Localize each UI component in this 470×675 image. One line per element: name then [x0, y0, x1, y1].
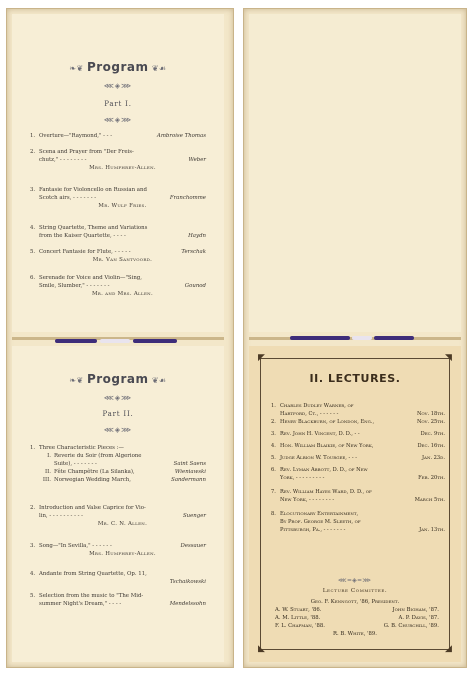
item-row: [271, 466, 445, 482]
sub-body: [54, 468, 206, 476]
item-text: Concert Fantasie for Flute, - - - - -: [39, 249, 131, 255]
sub-body: [54, 460, 206, 468]
performer-name: Mr. Van Santvoord.: [92, 257, 153, 263]
item-line: [280, 510, 445, 518]
program-item: [30, 444, 206, 484]
item-line: [280, 474, 445, 482]
sub-title: Suite), - - - - - - -: [54, 461, 97, 467]
item-row: [30, 570, 206, 586]
item-number: 4.: [30, 225, 36, 231]
lecture-item: [271, 488, 445, 504]
item-body: [280, 430, 445, 438]
sub-piece: [39, 476, 206, 484]
item-text: Rev. John H. Vincent, D. D., - -: [280, 431, 360, 437]
item-body: [280, 510, 445, 534]
program-item: [30, 186, 206, 210]
item-line: [280, 496, 445, 504]
item-line: [39, 282, 206, 290]
committee-pair: [275, 614, 439, 622]
committee-row: [275, 606, 439, 614]
composer-name: Tschaikowski: [169, 579, 206, 585]
item-line: [280, 518, 445, 526]
sub-body: [54, 476, 206, 484]
item-text: Elocutionary Entertainment,: [280, 511, 359, 517]
program-item: [30, 542, 206, 558]
program-part-two-page: [12, 346, 224, 662]
flourish-right-icon: ❦☙: [148, 376, 167, 385]
item-number: 6.: [30, 275, 36, 281]
item-number: 1.: [30, 445, 36, 451]
item-row: [30, 504, 206, 528]
item-number: 2.: [271, 419, 276, 425]
item-row: [30, 132, 206, 140]
lecture-date: Dec. 9th.: [420, 431, 445, 437]
committee-member: A. M. Little, '88.: [275, 615, 321, 621]
item-number: 3.: [271, 431, 276, 437]
sub-pieces: [39, 452, 206, 484]
corner-ornament-icon: ◥: [445, 353, 452, 363]
item-line: [280, 526, 445, 534]
item-line: [280, 442, 445, 450]
item-row: [30, 148, 206, 172]
sub-piece: [39, 452, 206, 460]
part-heading: Part II.: [102, 410, 134, 418]
program-title: [12, 60, 224, 74]
item-body: [280, 402, 445, 418]
corner-ornament-icon: ◢: [445, 644, 452, 654]
item-row: [30, 274, 206, 298]
item-text: By Prof. George M. Sleeth, of: [280, 519, 361, 525]
item-line: [39, 194, 206, 202]
right-ribbon-purple: [290, 336, 350, 340]
item-body: [280, 454, 445, 462]
committee-member: F. L. Chapman, '88.: [275, 623, 325, 629]
item-line: [39, 578, 206, 586]
committee-member: G. B. Churchill, '89.: [383, 623, 439, 629]
item-text: Rev. William Hayes Ward, D. D., of: [280, 489, 372, 495]
committee-member: A. W. Stuart, '86.: [275, 607, 322, 613]
program-title: [12, 372, 224, 386]
composer-name: Gounod: [184, 283, 206, 289]
item-line: [39, 504, 206, 512]
left-ribbon-purple: [55, 339, 97, 343]
flourish-right-icon: ❦☙: [148, 64, 167, 73]
item-number: 5.: [271, 455, 276, 461]
item-text: Song—"In Sevilla," - - - - - -: [39, 543, 112, 549]
item-row: [271, 402, 445, 418]
program-item: [30, 504, 206, 528]
item-body: [39, 224, 206, 240]
program-item: [30, 224, 206, 240]
item-text: Henry Blackburn, of London, Eng.,: [280, 419, 375, 425]
performer-name: Mrs. Humphrey-Allen.: [89, 165, 156, 171]
sub-number: I.: [47, 453, 51, 459]
item-line: [39, 132, 206, 140]
sub-number: [39, 460, 54, 468]
program-item: [30, 274, 206, 298]
item-row: [30, 186, 206, 210]
item-text: Judge Albion W. Tourgee, - - -: [280, 455, 357, 461]
item-row: [271, 488, 445, 504]
right-ribbon-purple-right: [374, 336, 414, 340]
item-line: [280, 430, 445, 438]
committee-member: John Bigham, '87.: [392, 607, 439, 613]
program-item: [30, 592, 206, 608]
committee-row: [275, 622, 439, 630]
item-row: [30, 592, 206, 608]
performer-name: Mr. C. N. Allen.: [97, 521, 148, 527]
lecture-item: [271, 430, 445, 438]
lecture-date: Nov. 25th.: [416, 419, 445, 425]
item-row: [30, 542, 206, 558]
performer-name: Mr. and Mrs. Allen.: [91, 291, 153, 297]
sub-number: II.: [45, 469, 51, 475]
item-number: 4.: [30, 571, 36, 577]
composer-name: Mendelssohn: [169, 601, 206, 607]
sub-number: III.: [42, 477, 51, 483]
blank-page: [249, 14, 461, 332]
item-line: [280, 454, 445, 462]
item-number: 3.: [30, 187, 36, 193]
composer-name: Suenger: [182, 513, 206, 519]
item-body: [39, 186, 206, 210]
left-ribbon-white: [100, 339, 130, 343]
performer-name: Mr. Wulf Fries.: [98, 203, 147, 209]
composer-name: Wieniawski: [174, 469, 206, 475]
committee-member-last: R. B. White, '89.: [333, 631, 377, 637]
ornament-divider-icon: ⋘◈⋙: [103, 116, 133, 124]
lecture-item: [271, 454, 445, 462]
item-body: [280, 418, 445, 426]
item-body: [39, 592, 206, 608]
lecture-date: Feb. 20th.: [418, 475, 445, 481]
item-text: lin, - - - - - - - - - -: [39, 513, 83, 519]
item-line: [39, 224, 206, 232]
item-number: 4.: [271, 443, 276, 449]
item-line: [39, 156, 206, 164]
flourish-left-icon: ❧❦: [69, 376, 87, 385]
item-text: Introduction and Valse Caprice for Vio-: [39, 505, 146, 511]
item-body: [39, 248, 206, 264]
item-row: [271, 418, 445, 426]
sub-title: Norwegian Wedding March,: [54, 477, 131, 483]
item-text: Charles Dudley Warner, of: [280, 403, 354, 409]
item-line: [39, 274, 206, 282]
item-row: [271, 442, 445, 450]
item-text: Pittsburgh, Pa., - - - - - - -: [280, 527, 346, 533]
item-line: [39, 186, 206, 194]
composer-name: Franchomme: [169, 195, 206, 201]
lectures-title: II. LECTURES.: [309, 372, 401, 385]
item-body: [39, 504, 206, 528]
composer-name: Sandermann: [171, 477, 206, 483]
item-line: [280, 488, 445, 496]
item-text: Serenade for Voice and Violin—"Sing,: [39, 275, 142, 281]
ornament-divider-icon: ⋘◈⋙: [103, 82, 133, 90]
sub-body: [54, 452, 206, 460]
item-body: [39, 132, 206, 140]
lecture-date: Dec. 16th.: [417, 443, 445, 449]
committee-row: [275, 614, 439, 622]
item-body: [39, 570, 206, 586]
item-text: Hon. William Blaikie, of New York,: [280, 443, 374, 449]
item-body: [280, 442, 445, 450]
item-number: 3.: [30, 543, 36, 549]
flourish-left-icon: ❧❦: [69, 64, 87, 73]
lectures-page: [249, 346, 461, 662]
corner-ornament-icon: ◤: [258, 353, 265, 363]
item-text: York, - - - - - - - - -: [280, 475, 325, 481]
corner-ornament-icon: ◣: [258, 644, 265, 654]
item-text: Hartford, Ct., - - - - - -: [280, 411, 339, 417]
item-row: [271, 510, 445, 534]
lecture-date: March 5th.: [414, 497, 445, 503]
sub-title: Reverie du Soir (from Algerione: [54, 453, 142, 459]
item-text: New York, - - - - - - - -: [280, 497, 335, 503]
composer-name: Ambroise Thomas: [156, 133, 206, 139]
item-number: 2.: [30, 149, 36, 155]
item-title: Three Characteristic Pieces :—: [39, 445, 124, 451]
right-ribbon-white: [352, 336, 372, 340]
item-line: [280, 466, 445, 474]
item-number: 1.: [30, 133, 36, 139]
item-line: [39, 148, 206, 156]
item-number: 1.: [271, 403, 276, 409]
item-text: summer Night's Dream," - - - -: [39, 601, 122, 607]
ornament-divider-icon: ⋘◈⋙: [103, 394, 133, 402]
item-row: [271, 454, 445, 462]
sub-title: Fête Champêtre (La Silanka),: [54, 469, 135, 475]
lecture-date: Jan. 23d.: [422, 455, 445, 461]
item-text: Selection from the music to "The Mid-: [39, 593, 144, 599]
item-number: 5.: [30, 593, 36, 599]
item-line: [39, 600, 206, 608]
item-row: [30, 224, 206, 240]
item-number: 6.: [271, 467, 276, 473]
item-text: Smile, Slumber," - - - - - - -: [39, 283, 110, 289]
item-line: [39, 512, 206, 520]
item-line: [280, 418, 445, 426]
program-title-text: Program: [86, 60, 149, 74]
composer-name: Weber: [188, 157, 206, 163]
lecture-item: [271, 466, 445, 482]
program-item: [30, 570, 206, 586]
committee-president: Geo. F. Kenngott, '86, President.: [310, 599, 400, 605]
program-item: [30, 148, 206, 172]
composer-name: Haydn: [188, 233, 206, 239]
item-line: [280, 402, 445, 410]
item-body: [39, 274, 206, 298]
item-text: String Quartette, Theme and Variations: [39, 225, 148, 231]
sub-piece: [39, 468, 206, 476]
item-text: Overture—"Raymond," - - -: [39, 133, 113, 139]
item-body: [280, 466, 445, 482]
item-text: Andante from String Quartette, Op. 11,: [39, 571, 147, 577]
item-line: [39, 570, 206, 578]
item-body: [280, 488, 445, 504]
ornament-divider-icon: ⋘═◈═⋙: [338, 577, 372, 584]
lecture-date: Nov. 18th.: [416, 411, 445, 417]
item-number: 5.: [30, 249, 36, 255]
item-body: [39, 542, 206, 558]
program-title-text: Program: [86, 372, 149, 386]
lecture-item: [271, 418, 445, 426]
composer-name: Saint Saens: [173, 461, 206, 467]
item-row: [271, 430, 445, 438]
committee-heading: Lecture Committee.: [322, 588, 388, 594]
item-row: [30, 248, 206, 264]
item-line: [39, 232, 206, 240]
performer-name: Mrs. Humphrey-Allen.: [89, 551, 156, 557]
item-text: Fantasie for Violoncello on Russian and: [39, 187, 147, 193]
composer-name: Terschak: [181, 249, 206, 255]
item-number: 2.: [30, 505, 36, 511]
sub-piece: [39, 460, 206, 468]
item-text: Scotch airs, - - - - - - -: [39, 195, 97, 201]
committee-pair: [275, 622, 439, 630]
item-line: [39, 592, 206, 600]
program-item: [30, 248, 206, 264]
lecture-item: [271, 442, 445, 450]
part-heading: Part I.: [104, 100, 132, 108]
lecture-item: [271, 402, 445, 418]
ornament-divider-icon: ⋘◈⋙: [103, 426, 133, 434]
lecture-date: Jan. 13th.: [419, 527, 445, 533]
item-text: chutz," - - - - - - - -: [39, 157, 87, 163]
committee-pair: [275, 606, 439, 614]
item-text: from the Kaiser Quartette, - - - -: [39, 233, 126, 239]
program-part-one-page: [12, 14, 224, 332]
item-text: Rev. Lyman Abbott, D. D., of New: [280, 467, 368, 473]
item-line: [39, 542, 206, 550]
composer-name: Dessauer: [180, 543, 206, 549]
committee-member: A. P. Davis, '87.: [398, 615, 439, 621]
program-item: [30, 132, 206, 140]
lecture-item: [271, 510, 445, 534]
item-line: [39, 248, 206, 256]
item-text: Scena and Prayer from "Der Freis-: [39, 149, 134, 155]
item-number: 7.: [271, 489, 276, 495]
item-number: 8.: [271, 511, 276, 517]
left-ribbon-purple-right: [133, 339, 177, 343]
item-body: [39, 148, 206, 172]
item-line: [280, 410, 445, 418]
